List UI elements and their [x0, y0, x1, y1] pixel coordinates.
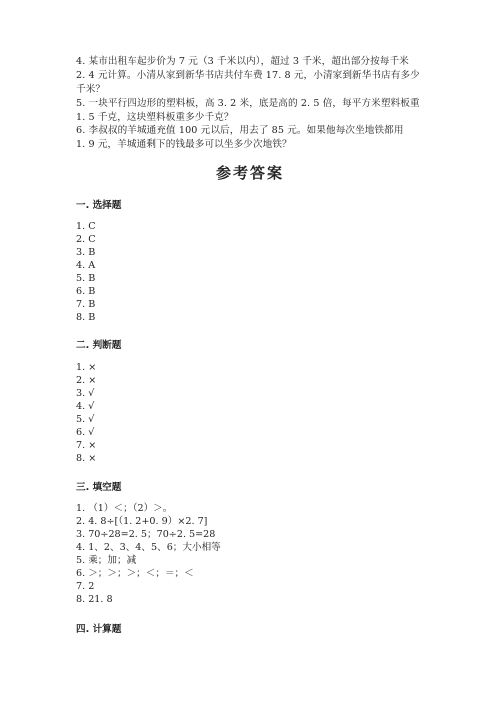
answer-list-choice	[76, 220, 96, 324]
answer-item: 4. A	[76, 260, 96, 271]
answer-item: 5. √	[76, 414, 95, 425]
problem-line: 1. 9 元，羊城通剩下的钱最多可以坐多少次地铁？	[76, 139, 292, 151]
word-problems	[76, 55, 446, 152]
answer-item: 1. C	[76, 221, 96, 232]
problem-line: 5. 一块平行四边形的塑料板，高 3. 2 米，底是高的 2. 5 倍，每平方米塑料板重	[76, 97, 420, 109]
section-heading-choice: 一. 选择题	[76, 200, 122, 211]
section-heading-calculation: 四. 计算题	[76, 624, 122, 635]
answer-item: 6. ＞；＞；＞；＜；＝；＜	[76, 568, 194, 579]
answer-item: 3. 70÷28=2. 5；70÷2. 5=28	[76, 529, 216, 540]
answer-item: 7. ×	[76, 440, 97, 451]
answer-item: 6. √	[76, 427, 95, 438]
answer-item: 8. ×	[76, 453, 97, 464]
answer-item: 8. 21. 8	[76, 594, 113, 605]
answer-item: 7. B	[76, 299, 96, 310]
answer-item: 2. C	[76, 234, 96, 245]
section-heading-fill-blank: 三. 填空题	[76, 482, 122, 493]
answer-item: 1. （1）＜；（2）＞。	[76, 503, 173, 514]
answer-list-judgment	[76, 361, 96, 465]
section-heading-judgment: 二. 判断题	[76, 340, 122, 351]
problem-line: 2. 4 元计算。小清从家到新华书店共付车费 17. 8 元，小清家到新华书店有多少	[76, 69, 420, 81]
answer-item: 7. 2	[76, 581, 95, 592]
answer-item: 3. B	[76, 247, 96, 258]
answer-item: 2. 4. 8÷[（1. 2+0. 9）×2. 7]	[76, 516, 208, 527]
answer-item: 4. √	[76, 401, 95, 412]
problem-line: 1. 5 千克，这块塑料板重多少千克？	[76, 111, 234, 123]
answer-item: 4. 1、2、3、4、5、6；大小相等	[76, 542, 221, 553]
answer-item: 5. B	[76, 273, 96, 284]
answer-item: 5. 乘；加；减	[76, 555, 137, 566]
answer-item: 3. √	[76, 388, 95, 399]
answer-item: 1. ×	[76, 362, 97, 373]
answer-item: 2. ×	[76, 375, 97, 386]
answer-item: 8. B	[76, 312, 96, 323]
problem-line: 6. 李叔叔的羊城通充值 100 元以后，用去了 85 元。如果他每次坐地铁都用	[76, 125, 404, 137]
problem-line: 4. 某市出租车起步价为 7 元（3 千米以内），超过 3 千米，超出部分按每千米	[76, 56, 409, 67]
answer-item: 6. B	[76, 286, 96, 297]
answer-key-title: 参考答案	[215, 164, 284, 182]
problem-line: 千米？	[76, 83, 106, 95]
answer-list-fill-blank	[76, 502, 221, 606]
